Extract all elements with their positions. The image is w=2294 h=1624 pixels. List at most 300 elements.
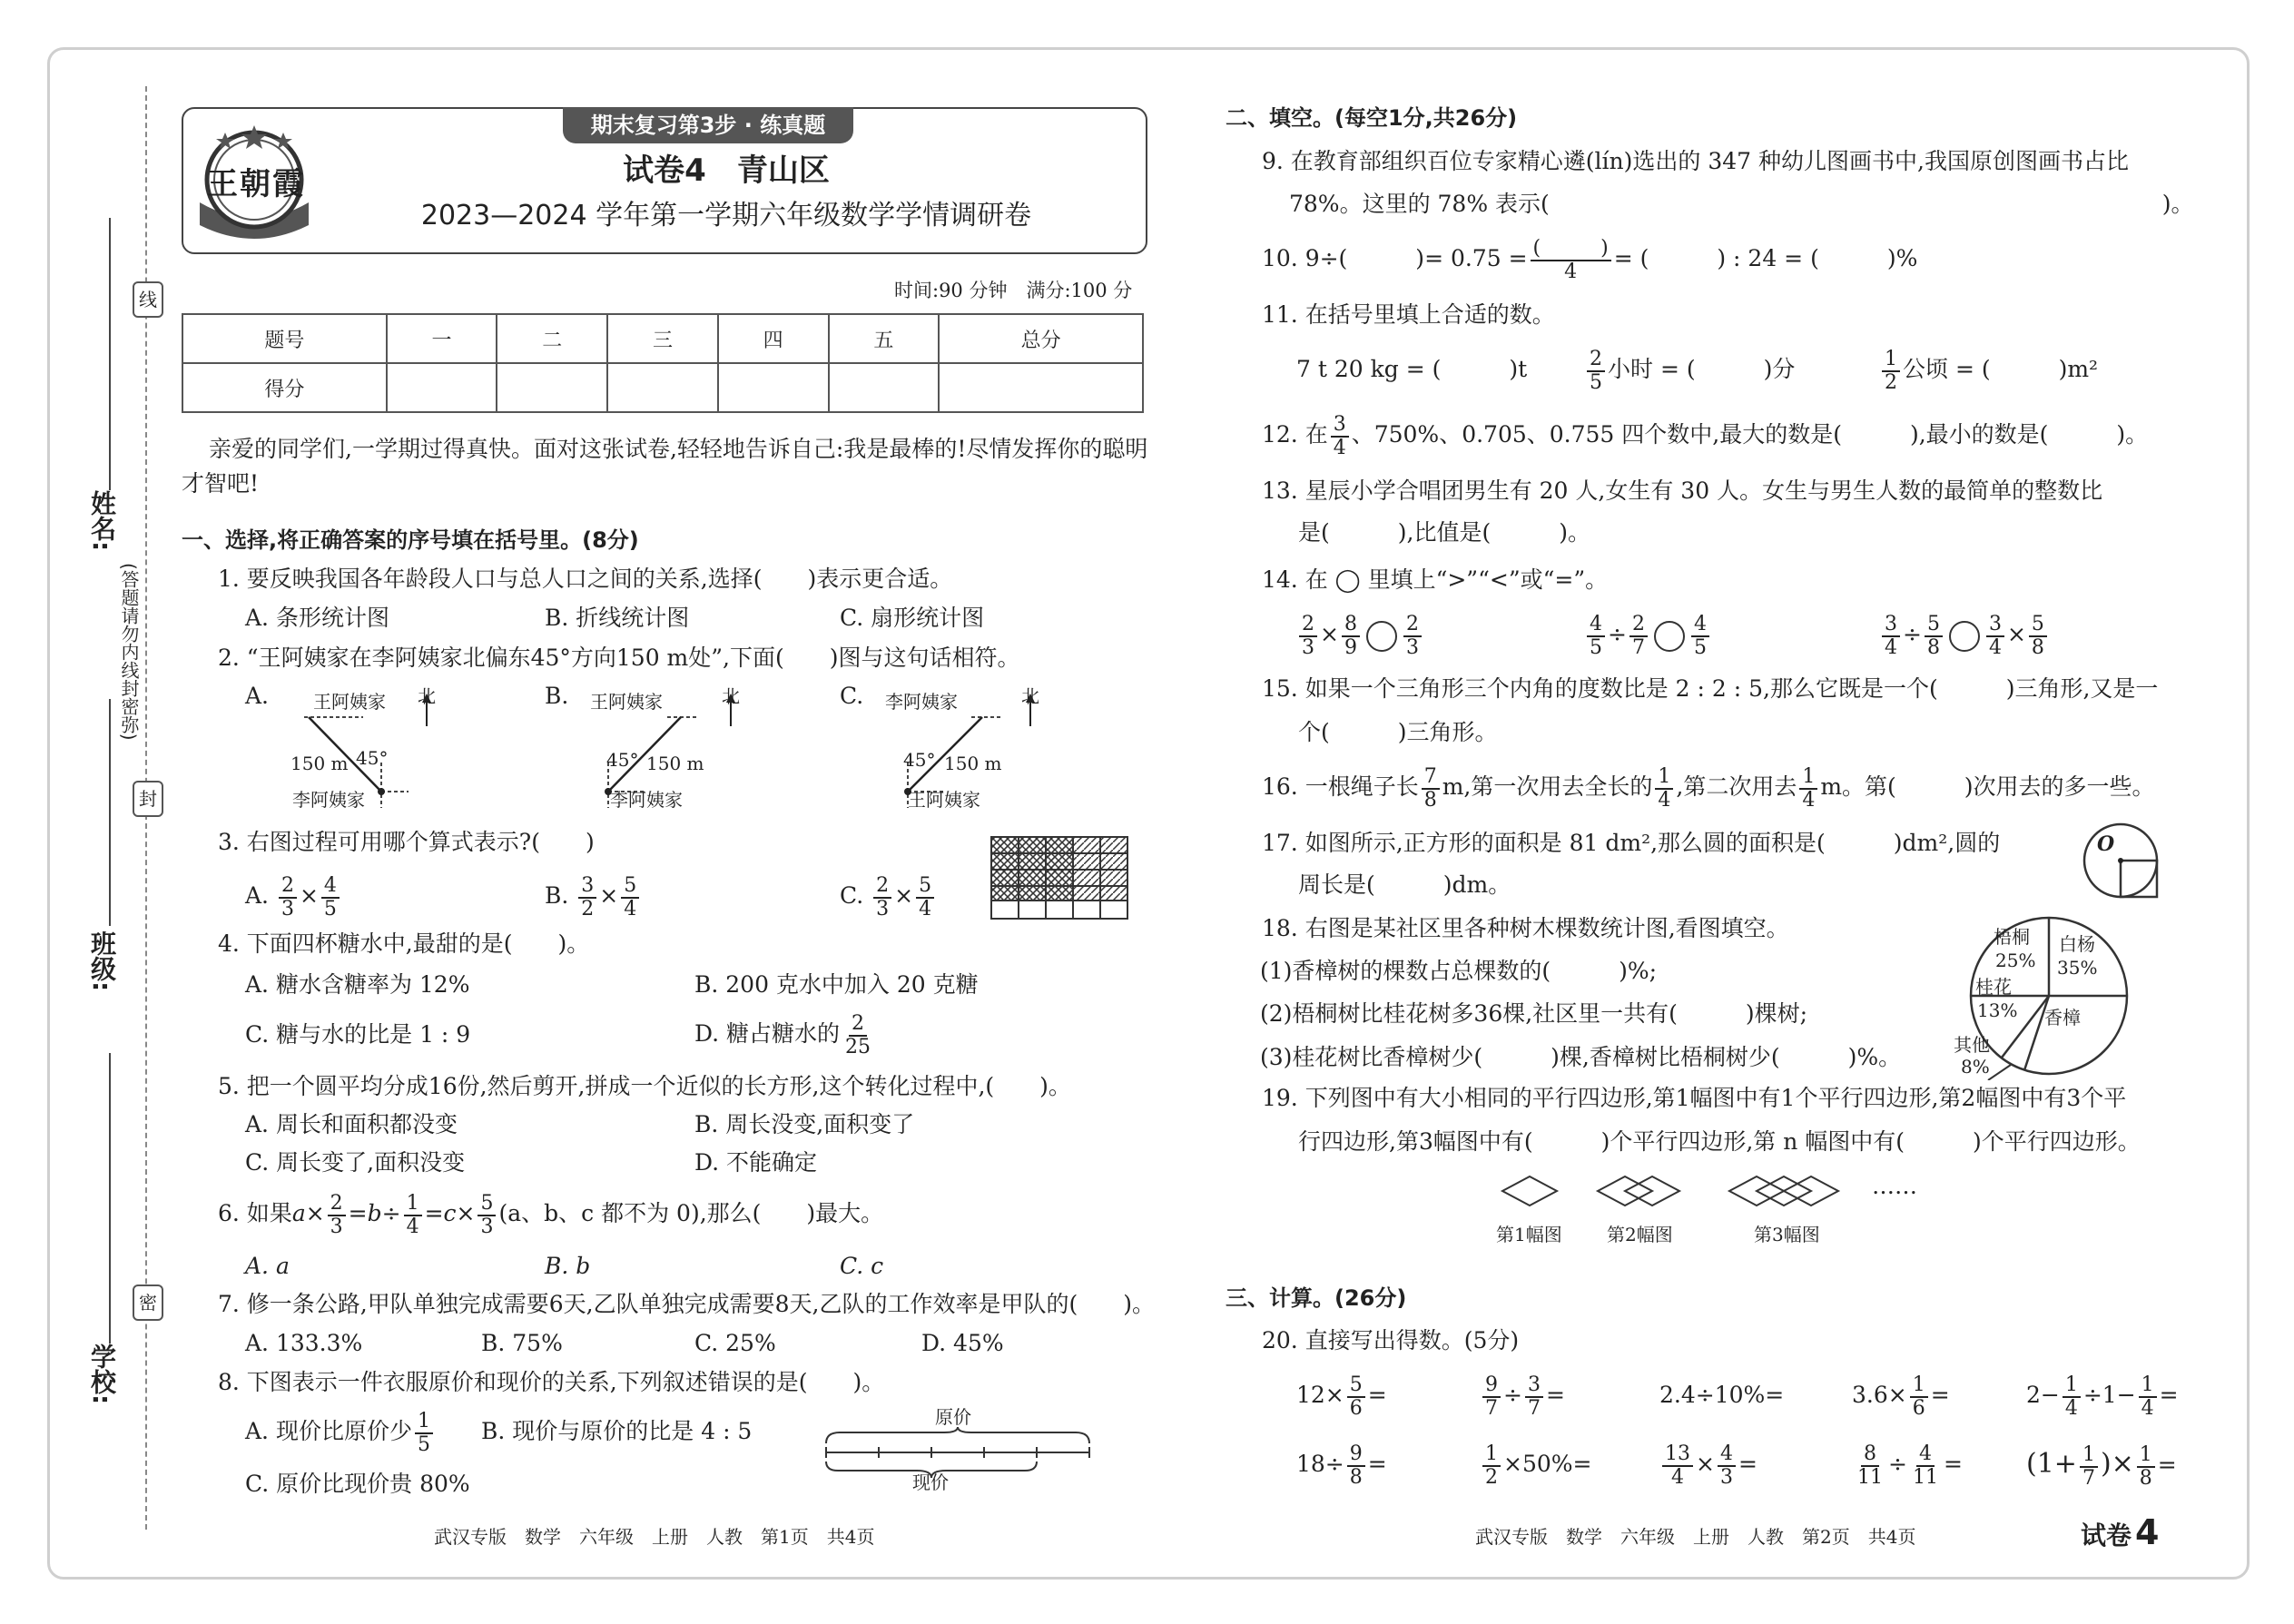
q19-parallelogram-figures — [1498, 1171, 1906, 1211]
den: 5 — [1590, 370, 1602, 394]
num: 5 — [916, 875, 934, 899]
num: 1 — [1482, 1443, 1501, 1467]
q11-c-text: 公顷 = ( )m² — [1903, 356, 2099, 382]
fraction — [321, 875, 340, 920]
q8: 8. 下图表示一件衣服原价和现价的关系,下列叙述错误的是( )。 — [218, 1369, 885, 1395]
num: 4 — [321, 875, 340, 899]
footer-left: 武汉专版 数学 六年级 上册 人教 第1页 共4页 — [434, 1526, 875, 1548]
num: 5 — [621, 875, 639, 899]
q12 — [1262, 410, 2148, 459]
fraction — [1347, 1443, 1365, 1489]
intro-line-1: 亲爱的同学们,一学期过得真快。面对这张试卷,轻轻地告诉自己:我是最棒的!尽情发挥你的聪明 — [209, 436, 1148, 462]
num: 5 — [2029, 614, 2047, 637]
fraction — [1882, 614, 1900, 659]
pie-label-guihua: 桂花 — [1975, 976, 2012, 998]
fraction — [1422, 766, 1440, 812]
section2-title: 二、填空。(每空1分,共26分) — [1226, 105, 1518, 131]
q19-line1: 19. 下列图中有大小相同的平行四边形,第1幅图中有1个平行四边形,第2幅图中有3个平 — [1262, 1085, 2127, 1111]
q19-dots: …… — [1872, 1173, 1917, 1199]
q5-b[interactable]: B. 周长没变,面积变了 — [694, 1111, 915, 1137]
q3-c-label: C. — [840, 882, 864, 909]
fraction — [415, 1411, 433, 1456]
fraction — [1718, 1443, 1736, 1489]
calc-8[interactable] — [1659, 1440, 1757, 1489]
den: 8 — [2139, 1466, 2152, 1490]
q13-line1: 13. 星辰小学合唱团男生有 20 人,女生有 30 人。女生与男生人数的最简单的整数比 — [1262, 477, 2103, 504]
equals-sign: = — [1367, 1382, 1387, 1408]
equals-sign: = — [1367, 1451, 1387, 1477]
fraction — [1910, 1374, 1928, 1420]
fraction — [1331, 414, 1349, 459]
score-head: 总分 — [939, 314, 1143, 363]
num: 5 — [1925, 614, 1943, 637]
calc-10[interactable] — [2026, 1440, 2177, 1490]
q17-circle-figure — [2081, 821, 2168, 908]
pie-pct-wutong: 25% — [1995, 950, 2036, 971]
q2-b-ang: 45° — [606, 749, 639, 771]
calc-1[interactable] — [1296, 1371, 1387, 1420]
q3-grid-figure — [989, 835, 1130, 921]
num: 8 — [1342, 614, 1360, 637]
num: 5 — [478, 1193, 496, 1216]
q19-fig3-caption: 第3幅图 — [1754, 1224, 1820, 1245]
fraction — [1531, 238, 1611, 283]
num: 5 — [1347, 1374, 1365, 1398]
calc-9[interactable] — [1852, 1440, 1963, 1489]
q3-b[interactable] — [545, 871, 642, 920]
exam-time: 时间:90 分钟 满分:100 分 — [894, 280, 1133, 301]
num: 9 — [1347, 1443, 1365, 1467]
den: 3 — [876, 897, 890, 920]
fraction — [1691, 614, 1709, 659]
q8-a-label: A. 现价比原价少 — [245, 1418, 412, 1444]
calc-3[interactable]: 2.4÷10%= — [1659, 1382, 1785, 1408]
class-label: 班级: — [87, 930, 117, 992]
den: 3 — [1405, 635, 1419, 659]
num: 2 — [279, 875, 297, 899]
q2-b-north: 北 — [722, 685, 740, 707]
q10 — [1262, 234, 1917, 283]
q2-b-dist: 150 m — [646, 753, 704, 774]
fraction — [1655, 766, 1673, 812]
q1: 1. 要反映我国各年龄段人口与总人口之间的关系,选择( )表示更合适。 — [218, 566, 953, 592]
q2-b-wang: 王阿姨家 — [590, 691, 663, 713]
q4-d-label: D. 糖占糖水的 — [694, 1020, 841, 1047]
fraction — [1525, 1374, 1543, 1420]
num: 3 — [1331, 414, 1349, 438]
q6-opt-b[interactable]: B. b — [545, 1253, 591, 1279]
den: 7 — [1527, 1396, 1541, 1420]
num: 1 — [2080, 1444, 2098, 1468]
q16-pre: 16. 一根绳子长 — [1262, 773, 1419, 800]
q12-pre: 12. 在 — [1262, 421, 1328, 448]
q2-b-li: 李阿姨家 — [610, 789, 683, 811]
den: 4 — [2064, 1396, 2078, 1420]
equals-sign: = — [1930, 1382, 1950, 1408]
q6-opt-c[interactable]: C. c — [840, 1253, 884, 1279]
q7-c[interactable]: C. 25% — [694, 1330, 776, 1356]
equals-sign: = — [1738, 1451, 1757, 1477]
num: 4 — [1691, 614, 1709, 637]
seal-mark-line: 线 — [133, 281, 163, 318]
fraction — [1662, 1443, 1693, 1489]
footer-right: 武汉专版 数学 六年级 上册 人教 第2页 共4页 — [1475, 1526, 1916, 1548]
calc-7[interactable] — [1480, 1440, 1591, 1489]
q2-c-north: 北 — [1021, 685, 1039, 707]
q1-c[interactable]: C. 扇形统计图 — [840, 605, 985, 631]
q11-a: 7 t 20 kg = ( )t — [1296, 356, 1528, 382]
q2-a-north: 北 — [418, 685, 436, 707]
header-banner: 期末复习第3步 · 练真题 — [563, 107, 853, 143]
q6-post: (a、b、c 都不为 0),那么( )最大。 — [498, 1200, 884, 1226]
q19-line2: 行四边形,第3幅图中有( )个平行四边形,第 n 幅图中有( )个平行四边形。 — [1298, 1128, 2141, 1155]
q7-d[interactable]: D. 45% — [921, 1330, 1004, 1356]
calc-6[interactable] — [1296, 1440, 1387, 1489]
num: 9 — [1482, 1374, 1501, 1398]
den: 4 — [1658, 788, 1671, 812]
fraction — [328, 1193, 346, 1238]
num: 1 — [2063, 1374, 2081, 1398]
section3-title: 三、计算。(26分) — [1226, 1285, 1407, 1311]
logo — [191, 116, 318, 243]
q8-c[interactable]: C. 原价比现价贵 80% — [245, 1471, 470, 1497]
num: 1 — [1910, 1374, 1928, 1398]
logo-text: 王朝霞 — [207, 166, 305, 202]
q2: 2. “王阿姨家在李阿姨家北偏东45°方向150 m处”,下面( )图与这句话相符。 — [218, 645, 1020, 671]
school-line — [109, 1053, 111, 1343]
score-head: 题号 — [182, 314, 387, 363]
calc-4[interactable] — [1852, 1371, 1950, 1420]
den: 7 — [1631, 635, 1645, 659]
q1-b[interactable]: B. 折线统计图 — [545, 605, 690, 631]
q6-opt-a[interactable]: A. a — [245, 1253, 290, 1279]
pie-label-wutong: 梧桐 — [1994, 926, 2030, 948]
q3-b-label: B. — [545, 882, 569, 909]
fraction — [1587, 349, 1605, 394]
equals-sign: = — [1943, 1451, 1963, 1477]
den: 3 — [1719, 1465, 1733, 1489]
exam-subtitle: 2023—2024 学年第一学期六年级数学学情调研卷 — [420, 200, 1032, 231]
q2-a[interactable]: A. — [245, 683, 270, 709]
q15-line2: 个( )三角形。 — [1298, 719, 1498, 745]
fraction — [1299, 614, 1317, 659]
fraction — [2137, 1444, 2155, 1490]
q2-a-dist: 150 m — [290, 753, 349, 774]
q8-now-label: 现价 — [912, 1471, 949, 1493]
den: 4 — [919, 897, 932, 920]
equals-sign: = — [1545, 1382, 1565, 1408]
q18: 18. 右图是某社区里各种树木棵数统计图,看图填空。 — [1262, 915, 1789, 941]
calc-2[interactable] — [1480, 1371, 1565, 1420]
fraction — [873, 875, 891, 920]
q5-a[interactable]: A. 周长和面积都没变 — [245, 1111, 458, 1137]
calc-text: 3.6× — [1852, 1382, 1907, 1408]
num: 1 — [404, 1193, 422, 1216]
operator: × — [1696, 1451, 1715, 1477]
num: 3 — [578, 875, 596, 899]
q3-a[interactable] — [245, 871, 342, 920]
name-label: 姓名: — [87, 490, 117, 552]
q14: 14. 在 ◯ 里填上“>”“<”或“=”。 — [1262, 566, 1609, 593]
num: 1 — [1882, 349, 1900, 372]
score-head: 四 — [718, 314, 829, 363]
school-label: 学校: — [87, 1343, 117, 1405]
q8-a[interactable] — [245, 1407, 436, 1456]
fraction — [1403, 614, 1422, 659]
den: 7 — [1485, 1396, 1498, 1420]
fraction — [578, 875, 596, 920]
times-sign: × — [299, 882, 319, 909]
times-sign: × — [894, 882, 914, 909]
q17-line2: 周长是( )dm。 — [1298, 871, 1511, 898]
footer-tag-text: 试卷 — [2081, 1521, 2132, 1550]
calc-text: 12× — [1296, 1382, 1344, 1408]
q6-b: =b÷ — [348, 1200, 401, 1226]
score-head: 一 — [387, 314, 497, 363]
class-line — [109, 699, 111, 926]
num: 2 — [1403, 614, 1422, 637]
q14-a: $\frac{2}{3}$ × $\frac{8}{9}$ $\frac{2}{3}$ — [1296, 610, 1424, 659]
q2-a-li: 李阿姨家 — [292, 789, 365, 811]
score-cell[interactable] — [829, 363, 940, 412]
den: 25 — [845, 1035, 871, 1058]
den: 6 — [1912, 1396, 1925, 1420]
fraction — [1342, 614, 1360, 659]
fraction — [404, 1193, 422, 1238]
fraction — [1799, 766, 1817, 812]
q3-a-label: A. — [245, 882, 270, 909]
fraction — [1910, 1443, 1941, 1489]
num: 4 — [1587, 614, 1605, 637]
calc-text: )× — [2100, 1448, 2134, 1480]
q5-c[interactable]: C. 周长变了,面积没变 — [245, 1149, 466, 1176]
num: 4 — [1916, 1443, 1935, 1467]
fraction — [842, 1013, 873, 1058]
q2-b[interactable]: B. — [545, 683, 569, 709]
num: 1 — [1799, 766, 1817, 790]
den: 4 — [2141, 1396, 2154, 1420]
q1-a[interactable]: A. 条形统计图 — [245, 605, 389, 631]
fraction — [621, 875, 639, 920]
den: 6 — [1349, 1396, 1363, 1420]
den: 4 — [1885, 635, 1897, 659]
q15-line1: 15. 如果一个三角形三个内角的度数比是 2 : 2 : 5,那么它既是一个( )三角形,又是一 — [1262, 675, 2159, 702]
num: 13 — [1662, 1443, 1693, 1467]
fraction — [279, 875, 297, 920]
den: 4 — [406, 1215, 419, 1238]
q11: 11. 在括号里填上合适的数。 — [1262, 301, 1555, 328]
den: 8 — [1423, 788, 1437, 812]
compare-circle[interactable] — [1366, 621, 1397, 652]
calc-text: ×50%= — [1503, 1451, 1592, 1477]
den: 3 — [480, 1215, 494, 1238]
num: 2 — [1299, 614, 1317, 637]
calc-5[interactable] — [2026, 1371, 2179, 1420]
q10-post: = ( ) : 24 = ( )% — [1613, 245, 1918, 271]
den: 8 — [1349, 1465, 1363, 1489]
q2-c-ang: 45° — [903, 749, 936, 771]
q7-b[interactable]: B. 75% — [481, 1330, 563, 1356]
q4: 4. 下面四杯糖水中,最甜的是( )。 — [218, 930, 590, 957]
q11-b-text: 小时 = ( )分 — [1608, 356, 1796, 382]
den: 11 — [1857, 1465, 1883, 1489]
score-label: 得分 — [182, 363, 387, 412]
num: 1 — [415, 1411, 433, 1434]
footer-tag-num: 4 — [2135, 1512, 2160, 1552]
q9-line1: 9. 在教育部组织百位专家精心遴(lín)选出的 347 种幼儿图画书中,我国原创图画书占比 — [1262, 148, 2129, 174]
q2-c[interactable]: C. — [840, 683, 864, 709]
q6 — [218, 1189, 883, 1238]
den: 5 — [323, 897, 337, 920]
seal-mark-feng: 封 — [133, 781, 163, 817]
q4-d[interactable] — [694, 1009, 876, 1058]
fraction — [1482, 1443, 1501, 1489]
q8-orig-label: 原价 — [935, 1406, 971, 1428]
den: 8 — [1926, 635, 1940, 659]
q5: 5. 把一个圆平均分成16份,然后剪开,拼成一个近似的长方形,这个转化过程中,( )。 — [218, 1073, 1071, 1099]
fraction — [1587, 614, 1605, 659]
num: 2 — [328, 1193, 346, 1216]
q20: 20. 直接写出得数。(5分) — [1262, 1327, 1520, 1353]
den: 2 — [1485, 1465, 1498, 1489]
seal-mark-mi: 密 — [133, 1284, 163, 1321]
compare-circle[interactable] — [1654, 621, 1685, 652]
score-head: 五 — [829, 314, 940, 363]
calc-text: (1+ — [2026, 1448, 2077, 1480]
den: 5 — [1590, 635, 1602, 659]
score-cell[interactable] — [387, 363, 497, 412]
den: 4 — [1671, 1465, 1684, 1489]
score-head: 二 — [497, 314, 607, 363]
seal-note: (答题请勿内线封密弥) — [118, 563, 140, 741]
fraction — [1882, 349, 1900, 394]
q16-mid2: ,第二次用去 — [1676, 773, 1797, 800]
exam-title: 试卷4 青山区 — [623, 153, 830, 189]
q6-a: a× — [291, 1200, 325, 1226]
num: 8 — [1861, 1443, 1879, 1467]
q3-c[interactable] — [840, 871, 937, 920]
num: 2 — [1587, 349, 1605, 372]
pie-label-qita: 其他 — [1954, 1034, 1990, 1056]
q2-a-wang: 王阿姨家 — [313, 691, 386, 713]
den: 4 — [624, 897, 637, 920]
q19-fig1-caption: 第1幅图 — [1496, 1224, 1562, 1245]
num: 1 — [1655, 766, 1673, 790]
fraction — [2029, 614, 2047, 659]
equals-sign: = — [2157, 1452, 2177, 1478]
score-cell[interactable] — [607, 363, 718, 412]
q11-b — [1584, 345, 1795, 394]
num: 4 — [1718, 1443, 1736, 1467]
fraction — [1855, 1443, 1885, 1489]
num: 3 — [1525, 1374, 1543, 1398]
fraction — [478, 1193, 496, 1238]
q4-c[interactable]: C. 糖与水的比是 1 : 9 — [245, 1021, 471, 1048]
den: 4 — [1988, 635, 2002, 659]
den: 3 — [1302, 635, 1314, 659]
den: 8 — [2031, 635, 2044, 659]
intro-line-2: 才智吧! — [182, 470, 260, 497]
q13-line2: 是( ),比值是( )。 — [1298, 519, 1590, 546]
score-table — [182, 313, 1144, 413]
pie-label-baiyang: 白杨 — [2059, 933, 2095, 955]
num: 1 — [2139, 1374, 2157, 1398]
q11-c — [1879, 345, 2098, 394]
den: 5 — [1693, 635, 1707, 659]
q4-b[interactable]: B. 200 克水中加入 20 克糖 — [694, 971, 979, 998]
q8-b[interactable]: B. 现价与原价的比是 4 : 5 — [481, 1418, 753, 1444]
num: 3 — [1986, 614, 2004, 637]
q16-post: m。第( )次用去的多一些。 — [1820, 773, 2155, 800]
fraction — [1347, 1374, 1365, 1420]
score-cell[interactable] — [497, 363, 607, 412]
den: 11 — [1912, 1465, 1938, 1489]
q6-pre: 6. 如果 — [218, 1200, 292, 1226]
q2-c-dist: 150 m — [944, 753, 1002, 774]
fraction — [1986, 614, 2004, 659]
num: 2 — [873, 875, 891, 899]
den: 5 — [417, 1432, 430, 1456]
q3: 3. 右图过程可用哪个算式表示?( ) — [218, 829, 595, 855]
q18-3: (3)桂花树比香樟树少( )棵,香樟树比梧桐树少( )%。 — [1260, 1044, 1902, 1070]
fraction — [2063, 1374, 2081, 1420]
q5-d[interactable]: D. 不能确定 — [694, 1149, 818, 1176]
q12-post: 、750%、0.705、0.755 四个数中,最大的数是( ),最小的数是( )。 — [1351, 421, 2149, 448]
q2-c-li: 王阿姨家 — [908, 789, 980, 811]
den: 3 — [330, 1215, 343, 1238]
operator: ÷ — [1503, 1382, 1522, 1408]
calc-text: 18÷ — [1296, 1451, 1344, 1477]
pie-pct-qita: 8% — [1961, 1056, 1990, 1078]
fraction — [916, 875, 934, 920]
q17-line1: 17. 如图所示,正方形的面积是 81 dm²,那么圆的面积是( )dm²,圆的 — [1262, 830, 2001, 856]
q14-c: $\frac{3}{4}$ ÷ $\frac{5}{8}$ $\frac{3}{4}$ × $\frac{5}{8}$ — [1879, 610, 2050, 659]
times-sign: × — [599, 882, 619, 909]
q7: 7. 修一条公路,甲队单独完成需要6天,乙队单独完成需要8天,乙队的工作效率是甲队的( )。 — [218, 1291, 1155, 1317]
den: 4 — [1564, 260, 1578, 283]
score-head: 三 — [607, 314, 718, 363]
score-cell[interactable] — [939, 363, 1143, 412]
num: 3 — [1882, 614, 1900, 637]
den: 4 — [1802, 788, 1816, 812]
fraction — [1925, 614, 1943, 659]
den: 7 — [2082, 1466, 2095, 1490]
name-line — [109, 218, 111, 490]
pie-pct-baiyang: 35% — [2057, 957, 2098, 979]
num: 2 — [849, 1013, 867, 1037]
fraction — [1482, 1374, 1501, 1420]
q18-1: (1)香樟树的棵数占总棵数的( )%; — [1260, 958, 1658, 984]
pie-label-xiangzhang: 香樟 — [2044, 1007, 2081, 1029]
den: 2 — [1885, 370, 1897, 394]
q10-pre: 10. 9÷( )= 0.75 = — [1262, 245, 1528, 271]
score-cell[interactable] — [718, 363, 829, 412]
q9-line2: 78%。这里的 78% 表示( )。 — [1289, 191, 2194, 217]
num: 1 — [2137, 1444, 2155, 1468]
q14-b: $\frac{4}{5}$ ÷ $\frac{2}{7}$ $\frac{4}{5}$ — [1584, 610, 1712, 659]
fraction — [1629, 614, 1648, 659]
calc-text: 2− — [2026, 1382, 2060, 1408]
q7-a[interactable]: A. 133.3% — [245, 1330, 363, 1356]
num: 2 — [1629, 614, 1648, 637]
compare-circle[interactable] — [1949, 621, 1980, 652]
section1-title: 一、选择,将正确答案的序号填在括号里。(8分) — [182, 527, 639, 553]
calc-text: ÷1− — [2082, 1382, 2136, 1408]
q19-fig2-caption: 第2幅图 — [1607, 1224, 1673, 1245]
den: 9 — [1344, 635, 1357, 659]
q4-a[interactable]: A. 糖水含糖率为 12% — [245, 971, 470, 998]
equals-sign: = — [2159, 1382, 2179, 1408]
